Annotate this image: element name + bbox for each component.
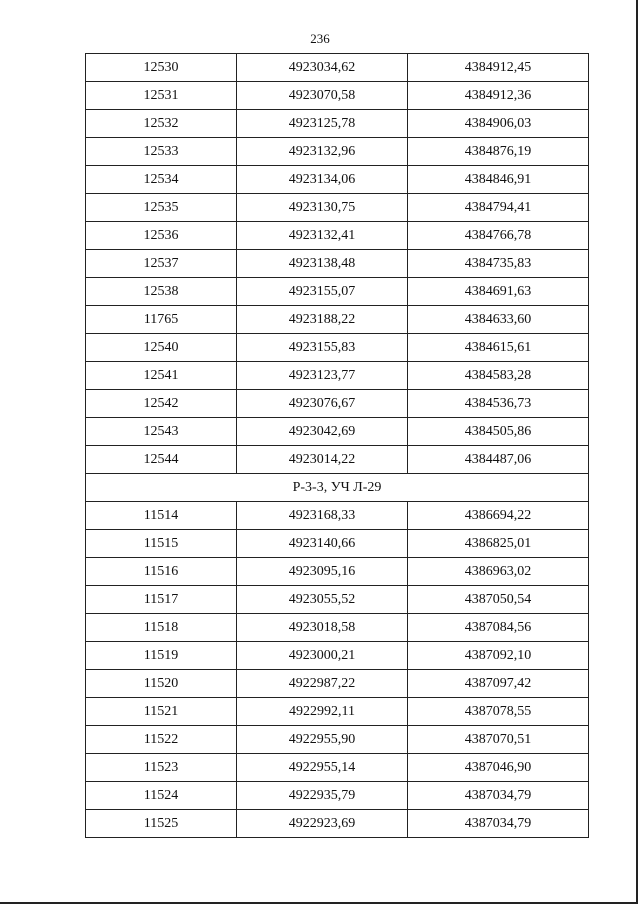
table-row bbox=[86, 614, 589, 642]
point-number-cell: 11520 bbox=[86, 670, 237, 698]
table-row bbox=[86, 698, 589, 726]
x-coordinate-cell: 4923132,96 bbox=[237, 138, 408, 166]
y-coordinate-cell: 4384583,28 bbox=[408, 362, 589, 390]
y-coordinate-cell: 4384615,61 bbox=[408, 334, 589, 362]
point-number-cell: 11518 bbox=[86, 614, 237, 642]
table-row bbox=[86, 166, 589, 194]
point-number-cell: 12541 bbox=[86, 362, 237, 390]
y-coordinate-cell: 4384633,60 bbox=[408, 306, 589, 334]
table-row bbox=[86, 138, 589, 166]
x-coordinate-cell: 4923188,22 bbox=[237, 306, 408, 334]
table-row bbox=[86, 586, 589, 614]
x-coordinate-cell: 4923095,16 bbox=[237, 558, 408, 586]
y-coordinate-cell: 4384505,86 bbox=[408, 418, 589, 446]
y-coordinate-cell: 4387092,10 bbox=[408, 642, 589, 670]
point-number-cell: 12531 bbox=[86, 82, 237, 110]
y-coordinate-cell: 4387034,79 bbox=[408, 782, 589, 810]
y-coordinate-cell: 4384536,73 bbox=[408, 390, 589, 418]
point-number-cell: 12534 bbox=[86, 166, 237, 194]
coordinates-table bbox=[85, 53, 589, 838]
y-coordinate-cell: 4386825,01 bbox=[408, 530, 589, 558]
point-number-cell: 12535 bbox=[86, 194, 237, 222]
page-number: 236 bbox=[310, 31, 330, 46]
table-row bbox=[86, 530, 589, 558]
x-coordinate-cell: 4923070,58 bbox=[237, 82, 408, 110]
table-row bbox=[86, 782, 589, 810]
point-number-cell: 12543 bbox=[86, 418, 237, 446]
y-coordinate-cell: 4387084,56 bbox=[408, 614, 589, 642]
x-coordinate-cell: 4923138,48 bbox=[237, 250, 408, 278]
x-coordinate-cell: 4922955,90 bbox=[237, 726, 408, 754]
point-number-cell: 12533 bbox=[86, 138, 237, 166]
y-coordinate-cell: 4387097,42 bbox=[408, 670, 589, 698]
x-coordinate-cell: 4923125,78 bbox=[237, 110, 408, 138]
table-row bbox=[86, 110, 589, 138]
y-coordinate-cell: 4384794,41 bbox=[408, 194, 589, 222]
x-coordinate-cell: 4922955,14 bbox=[237, 754, 408, 782]
y-coordinate-cell: 4384691,63 bbox=[408, 278, 589, 306]
table-row bbox=[86, 334, 589, 362]
x-coordinate-cell: 4923076,67 bbox=[237, 390, 408, 418]
coordinates-table-body bbox=[86, 54, 589, 838]
point-number-cell: 12537 bbox=[86, 250, 237, 278]
x-coordinate-cell: 4923140,66 bbox=[237, 530, 408, 558]
x-coordinate-cell: 4923000,21 bbox=[237, 642, 408, 670]
point-number-cell: 11525 bbox=[86, 810, 237, 838]
table-row bbox=[86, 670, 589, 698]
table-row bbox=[86, 54, 589, 82]
x-coordinate-cell: 4923132,41 bbox=[237, 222, 408, 250]
point-number-cell: 11522 bbox=[86, 726, 237, 754]
y-coordinate-cell: 4384766,78 bbox=[408, 222, 589, 250]
y-coordinate-cell: 4387046,90 bbox=[408, 754, 589, 782]
x-coordinate-cell: 4923123,77 bbox=[237, 362, 408, 390]
table-row bbox=[86, 642, 589, 670]
point-number-cell: 12542 bbox=[86, 390, 237, 418]
point-number-cell: 12532 bbox=[86, 110, 237, 138]
x-coordinate-cell: 4923055,52 bbox=[237, 586, 408, 614]
y-coordinate-cell: 4384735,83 bbox=[408, 250, 589, 278]
x-coordinate-cell: 4923014,22 bbox=[237, 446, 408, 474]
table-row bbox=[86, 390, 589, 418]
point-number-cell: 11515 bbox=[86, 530, 237, 558]
table-row bbox=[86, 446, 589, 474]
x-coordinate-cell: 4923042,69 bbox=[237, 418, 408, 446]
point-number-cell: 12538 bbox=[86, 278, 237, 306]
table-row bbox=[86, 502, 589, 530]
y-coordinate-cell: 4384912,36 bbox=[408, 82, 589, 110]
y-coordinate-cell: 4386694,22 bbox=[408, 502, 589, 530]
point-number-cell: 11519 bbox=[86, 642, 237, 670]
table-row bbox=[86, 278, 589, 306]
point-number-cell: 11514 bbox=[86, 502, 237, 530]
y-coordinate-cell: 4387078,55 bbox=[408, 698, 589, 726]
y-coordinate-cell: 4386963,02 bbox=[408, 558, 589, 586]
point-number-cell: 12544 bbox=[86, 446, 237, 474]
table-row bbox=[86, 558, 589, 586]
x-coordinate-cell: 4923018,58 bbox=[237, 614, 408, 642]
point-number-cell: 12530 bbox=[86, 54, 237, 82]
section-title: Р-3-3, УЧ Л-29 bbox=[86, 474, 589, 502]
x-coordinate-cell: 4923134,06 bbox=[237, 166, 408, 194]
y-coordinate-cell: 4384876,19 bbox=[408, 138, 589, 166]
table-row bbox=[86, 418, 589, 446]
x-coordinate-cell: 4923155,07 bbox=[237, 278, 408, 306]
point-number-cell: 11521 bbox=[86, 698, 237, 726]
point-number-cell: 11517 bbox=[86, 586, 237, 614]
table-row bbox=[86, 810, 589, 838]
table-row bbox=[86, 222, 589, 250]
table-row bbox=[86, 362, 589, 390]
table-row bbox=[86, 194, 589, 222]
point-number-cell: 11524 bbox=[86, 782, 237, 810]
table-row bbox=[86, 754, 589, 782]
point-number-cell: 12536 bbox=[86, 222, 237, 250]
table-row bbox=[86, 82, 589, 110]
x-coordinate-cell: 4923155,83 bbox=[237, 334, 408, 362]
x-coordinate-cell: 4922923,69 bbox=[237, 810, 408, 838]
y-coordinate-cell: 4384846,91 bbox=[408, 166, 589, 194]
y-coordinate-cell: 4387070,51 bbox=[408, 726, 589, 754]
x-coordinate-cell: 4922935,79 bbox=[237, 782, 408, 810]
point-number-cell: 12540 bbox=[86, 334, 237, 362]
y-coordinate-cell: 4384487,06 bbox=[408, 446, 589, 474]
x-coordinate-cell: 4922992,11 bbox=[237, 698, 408, 726]
x-coordinate-cell: 4923034,62 bbox=[237, 54, 408, 82]
y-coordinate-cell: 4384906,03 bbox=[408, 110, 589, 138]
section-header-row bbox=[86, 474, 589, 502]
x-coordinate-cell: 4923130,75 bbox=[237, 194, 408, 222]
table-row bbox=[86, 250, 589, 278]
table-row bbox=[86, 306, 589, 334]
table-row bbox=[86, 726, 589, 754]
y-coordinate-cell: 4387034,79 bbox=[408, 810, 589, 838]
point-number-cell: 11523 bbox=[86, 754, 237, 782]
point-number-cell: 11516 bbox=[86, 558, 237, 586]
y-coordinate-cell: 4384912,45 bbox=[408, 54, 589, 82]
x-coordinate-cell: 4923168,33 bbox=[237, 502, 408, 530]
point-number-cell: 11765 bbox=[86, 306, 237, 334]
y-coordinate-cell: 4387050,54 bbox=[408, 586, 589, 614]
x-coordinate-cell: 4922987,22 bbox=[237, 670, 408, 698]
